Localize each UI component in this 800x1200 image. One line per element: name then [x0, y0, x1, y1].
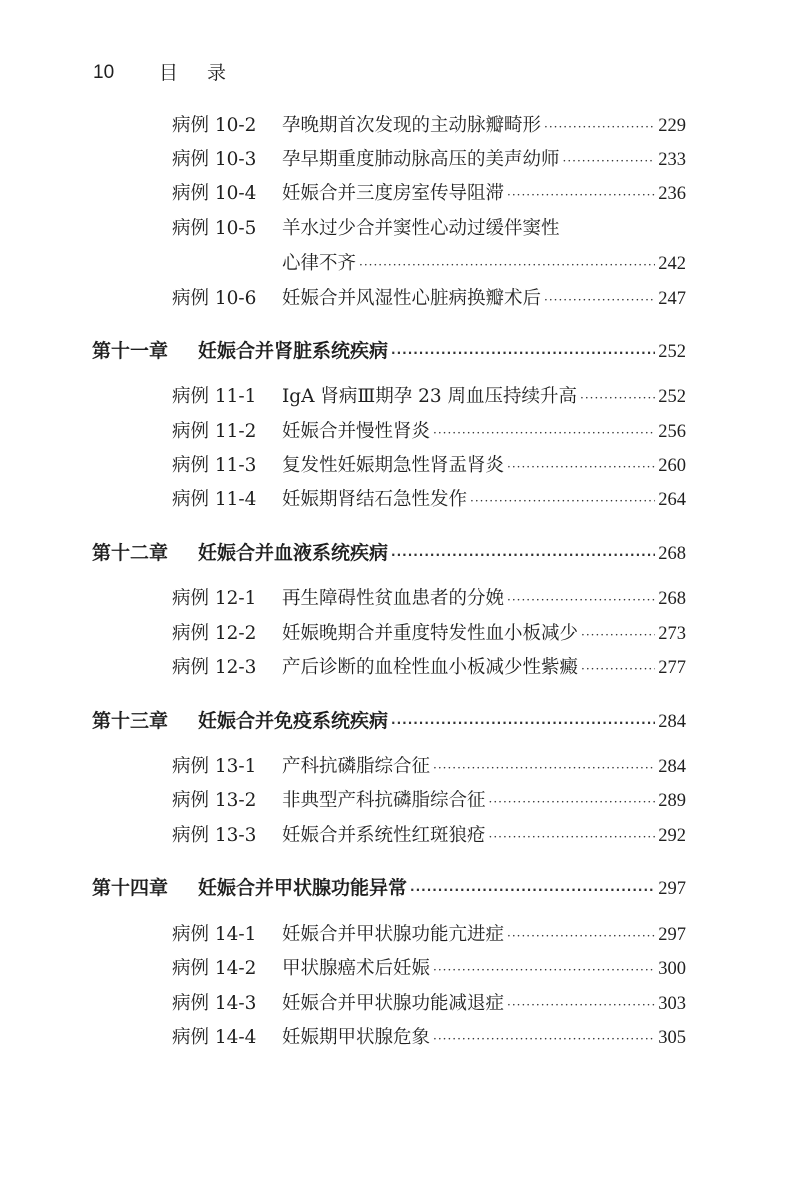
dot-leader	[433, 955, 655, 984]
toc-chapter-entry[interactable]	[92, 538, 686, 568]
dot-leader	[563, 146, 656, 175]
case-title: IgA 肾病Ⅲ期孕 23 周血压持续升高	[282, 386, 578, 407]
case-label: 病例 12-2	[172, 623, 257, 644]
case-title: 产后诊断的血栓性血小板减少性紫癜	[282, 657, 579, 678]
dot-leader	[581, 654, 655, 683]
case-title: 产科抗磷脂综合征	[282, 756, 431, 777]
dot-leader	[391, 540, 655, 568]
dot-leader	[433, 1024, 655, 1053]
toc-case-entry-first-line[interactable]	[172, 214, 686, 244]
page-ref: 229	[658, 116, 686, 136]
case-title: 妊娠期甲状腺危象	[282, 1027, 431, 1048]
case-title: 孕早期重度肺动脉高压的美声幼师	[282, 149, 560, 170]
dot-leader	[507, 585, 655, 614]
case-label: 病例 14-4	[172, 1027, 257, 1048]
toc-case-entry[interactable]	[172, 451, 686, 481]
page-ref: 284	[658, 757, 686, 777]
page-ref: 268	[658, 589, 686, 609]
dot-leader	[507, 990, 655, 1019]
page-ref: 260	[658, 456, 686, 476]
chapter-label: 第十一章	[92, 340, 169, 362]
case-title: 孕晚期首次发现的主动脉瓣畸形	[282, 115, 542, 136]
toc-case-entry[interactable]	[172, 284, 686, 314]
toc-chapter-entry[interactable]	[92, 873, 686, 903]
case-label: 病例 11-4	[172, 489, 257, 510]
dot-leader	[410, 875, 655, 903]
page-ref: 264	[658, 490, 686, 510]
case-title: 妊娠晚期合并重度特发性血小板减少	[282, 623, 579, 644]
page-ref: 284	[658, 712, 686, 732]
page-ref: 233	[658, 150, 686, 170]
chapter-title: 妊娠合并免疫系统疾病	[198, 710, 389, 732]
page-ref: 247	[658, 289, 686, 309]
toc-case-entry[interactable]	[172, 145, 686, 175]
case-title: 羊水过少合并窦性心动过缓伴窦性	[282, 218, 560, 239]
case-label: 病例 11-1	[172, 386, 257, 407]
case-title: 妊娠合并甲状腺功能减退症	[282, 993, 505, 1014]
page-ref: 268	[658, 544, 686, 564]
toc-case-entry[interactable]	[172, 584, 686, 614]
case-label: 病例 14-3	[172, 993, 257, 1014]
chapter-label: 第十二章	[92, 542, 169, 564]
case-title: 再生障碍性贫血患者的分娩	[282, 588, 505, 609]
case-label: 病例 14-1	[172, 924, 257, 945]
dot-leader	[507, 921, 655, 950]
toc-case-entry[interactable]	[172, 752, 686, 782]
toc-case-entry[interactable]	[172, 179, 686, 209]
case-label: 病例 13-2	[172, 790, 257, 811]
case-label: 病例 13-3	[172, 825, 257, 846]
dot-leader	[359, 250, 655, 279]
chapter-label: 第十四章	[92, 877, 169, 899]
dot-leader	[581, 620, 655, 649]
toc-case-entry[interactable]	[172, 920, 686, 950]
page-header	[93, 60, 255, 86]
toc-case-entry[interactable]	[172, 989, 686, 1019]
page-ref: 297	[658, 879, 686, 899]
page-ref: 252	[658, 387, 686, 407]
page-ref: 236	[658, 184, 686, 204]
chapter-title: 妊娠合并甲状腺功能异常	[198, 877, 408, 899]
chapter-title: 妊娠合并血液系统疾病	[198, 542, 389, 564]
page-ref: 300	[658, 959, 686, 979]
dot-leader	[433, 418, 655, 447]
case-label: 病例 10-3	[172, 149, 257, 170]
case-title: 妊娠合并三度房室传导阻滞	[282, 183, 505, 204]
dot-leader	[433, 753, 655, 782]
page-ref: 305	[658, 1028, 686, 1048]
page-ref: 273	[658, 624, 686, 644]
chapter-title: 妊娠合并肾脏系统疾病	[198, 340, 389, 362]
case-title: 妊娠合并风湿性心脏病换瓣术后	[282, 288, 542, 309]
dot-leader	[391, 338, 655, 366]
toc-chapter-entry[interactable]	[92, 706, 686, 736]
toc-case-entry[interactable]	[172, 786, 686, 816]
case-title: 妊娠合并系统性红斑狼疮	[282, 825, 486, 846]
case-label: 病例 12-1	[172, 588, 257, 609]
dot-leader	[507, 180, 655, 209]
case-label: 病例 14-2	[172, 958, 257, 979]
page-ref: 277	[658, 658, 686, 678]
page-number: 10	[93, 62, 115, 83]
toc-case-entry[interactable]	[172, 382, 686, 412]
dot-leader	[489, 787, 656, 816]
page-ref: 292	[658, 826, 686, 846]
dot-leader	[470, 486, 655, 515]
page-ref: 252	[658, 342, 686, 362]
toc-case-entry-continuation[interactable]	[282, 249, 686, 279]
case-title-continuation: 心律不齐	[282, 253, 357, 274]
toc-chapter-entry[interactable]	[92, 336, 686, 366]
case-label: 病例 11-3	[172, 455, 257, 476]
toc-case-entry[interactable]	[172, 821, 686, 851]
toc-case-entry[interactable]	[172, 1023, 686, 1053]
dot-leader	[489, 822, 656, 851]
dot-leader	[391, 708, 655, 736]
dot-leader	[507, 452, 655, 481]
dot-leader	[544, 285, 655, 314]
case-label: 病例 10-6	[172, 288, 257, 309]
toc-case-entry[interactable]	[172, 619, 686, 649]
toc-case-entry[interactable]	[172, 111, 686, 141]
chapter-label: 第十三章	[92, 710, 169, 732]
case-label: 病例 12-3	[172, 657, 257, 678]
case-title: 妊娠合并慢性肾炎	[282, 421, 431, 442]
dot-leader	[544, 112, 655, 141]
header-title-char-2: 录	[207, 62, 227, 84]
header-title-char-1: 目	[159, 62, 179, 84]
toc-case-entry[interactable]	[172, 653, 686, 683]
case-label: 病例 11-2	[172, 421, 257, 442]
case-title: 妊娠合并甲状腺功能亢进症	[282, 924, 505, 945]
case-label: 病例 13-1	[172, 756, 257, 777]
dot-leader	[580, 383, 655, 412]
case-title: 妊娠期肾结石急性发作	[282, 489, 468, 510]
page-ref: 256	[658, 422, 686, 442]
toc-case-entry[interactable]	[172, 485, 686, 515]
page-ref: 303	[658, 994, 686, 1014]
toc-case-entry[interactable]	[172, 954, 686, 984]
toc-case-entry[interactable]	[172, 417, 686, 447]
case-title: 非典型产科抗磷脂综合征	[282, 790, 486, 811]
case-title: 复发性妊娠期急性肾盂肾炎	[282, 455, 505, 476]
page-ref: 297	[658, 925, 686, 945]
page-ref: 242	[658, 254, 686, 274]
case-label: 病例 10-5	[172, 218, 257, 239]
page-ref: 289	[658, 791, 686, 811]
case-label: 病例 10-4	[172, 183, 257, 204]
case-label: 病例 10-2	[172, 115, 257, 136]
case-title: 甲状腺癌术后妊娠	[282, 958, 431, 979]
